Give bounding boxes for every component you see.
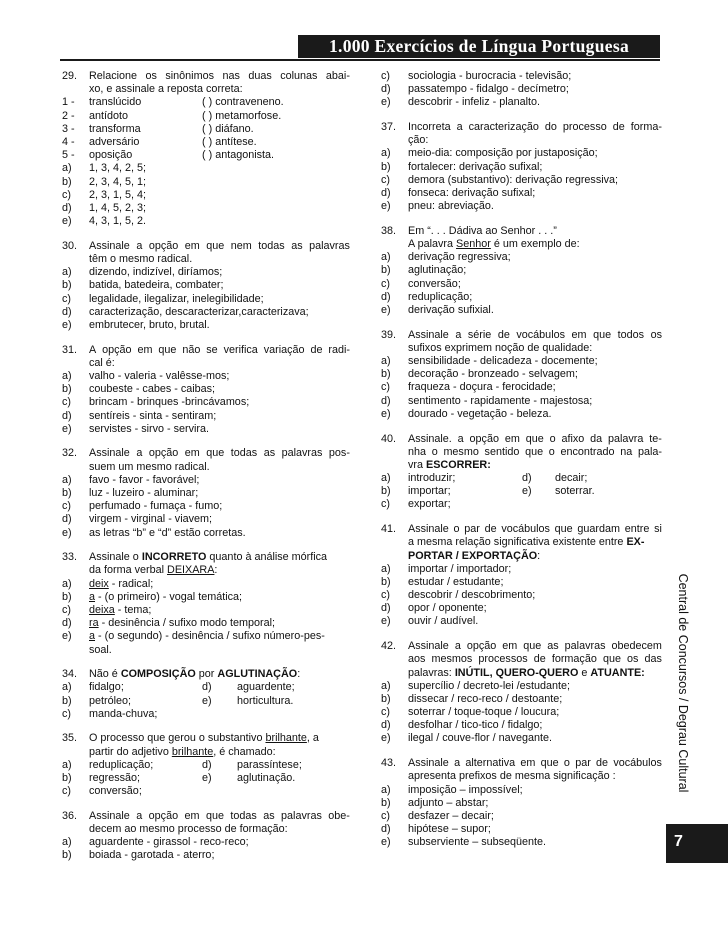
question-prompt: PORTAR / EXPORTAÇÃO: — [408, 549, 541, 562]
question-37 — [381, 121, 662, 213]
option: d) sentíreis - sinta - sentiram; — [62, 409, 217, 422]
question-prompt: ção: — [408, 134, 429, 147]
option: c) perfumado - fumaça - fumo; — [62, 500, 223, 513]
option: d) 1, 4, 5, 2, 3; — [62, 201, 147, 214]
question-prompt: Assinale o INCORRETO quanto à análise mórfica — [89, 551, 328, 564]
pair-row: 5 - oposição ( ) antagonista. — [62, 149, 275, 162]
option-row: a) reduplicação; d) parassíntese; — [62, 758, 302, 771]
question-prompt: Assinale a opção em que as palavras obedecem — [408, 640, 662, 653]
question-31 — [62, 344, 350, 436]
question-number: 32. — [62, 447, 78, 460]
option: d) caracterização, descaracterizar,caracterizava; — [62, 305, 309, 318]
question-number: 38. — [381, 224, 397, 237]
option: c) demora (substantivo): derivação regressiva; — [381, 173, 619, 186]
option: d) ra - desinência / sufixo modo temporal; — [62, 617, 276, 630]
question-prompt: Assinale a opção em que todas as palavras pos- — [89, 447, 350, 460]
option: c) 2, 3, 1, 5, 4; — [62, 188, 147, 201]
option: e) descobrir - infeliz - planalto. — [381, 96, 541, 109]
question-number: 35. — [62, 732, 78, 745]
question-prompt: cal é: — [89, 356, 115, 369]
pair-row: 4 - adversário ( ) antítese. — [62, 135, 257, 148]
option: c) fraqueza - doçura - ferocidade; — [381, 381, 556, 394]
question-prompt: Assinale a opção em que nem todas as palavras — [89, 239, 350, 252]
option: e) ouvir / audível. — [381, 615, 479, 628]
option-row: b) importar; e) soterrar. — [381, 485, 595, 498]
option: b) 2, 3, 4, 5, 1; — [62, 175, 147, 188]
question-prompt: Assinale a opção em que todas as palavras obe- — [89, 809, 350, 822]
question-number: 31. — [62, 343, 78, 356]
option: c) deixa - tema; — [62, 603, 152, 616]
option: a) sensibilidade - delicadeza - docemente; — [381, 355, 598, 368]
question-prompt: Em “. . . Dádiva ao Senhor . . .” — [408, 224, 557, 237]
question-number: 36. — [62, 809, 78, 822]
question-prompt: têm o mesmo radical. — [89, 252, 193, 265]
option: e) embrutecer, bruto, brutal. — [62, 318, 210, 331]
option: b) boiada - garotada - aterro; — [62, 849, 215, 862]
option: c) soterrar / toque-toque / loucura; — [381, 706, 560, 719]
question-33 — [62, 551, 350, 657]
option: a) 1, 3, 4, 2, 5; — [62, 162, 147, 175]
question-prompt: palavras: INÚTIL, QUERO-QUERO e ATUANTE: — [408, 666, 645, 679]
question-prompt: a mesma relação significativa existente entre EX- — [408, 536, 645, 549]
option-row: b) regressão; e) aglutinação. — [62, 772, 296, 784]
option: e) subserviente – subseqüente. — [381, 836, 547, 849]
option: b) a - (o primeiro) - vogal temática; — [62, 590, 243, 603]
right-column — [381, 70, 662, 861]
option: b) estudar / estudante; — [381, 575, 504, 588]
option: b) aglutinação; — [381, 264, 467, 277]
question-30 — [62, 240, 350, 332]
question-prompt: Assinale a série de vocábulos em que todos os — [408, 328, 662, 341]
option: d) passatempo - fidalgo - decímetro; — [381, 83, 569, 96]
page-number: 7 — [674, 833, 683, 850]
question-prompt: Não é COMPOSIÇÃO por AGLUTINAÇÃO: — [89, 668, 301, 681]
question-number: 39. — [381, 328, 397, 341]
option: c) conversão; — [62, 785, 142, 798]
question-prompt: A palavra Senhor é um exemplo de: — [408, 238, 580, 251]
option: b) luz - luzeiro - aluminar; — [62, 486, 199, 499]
sidebar-vertical-text: Central de Concursos / Degrau Cultural — [676, 573, 690, 792]
option-row: a) introduzir; d) decair; — [381, 472, 588, 485]
question-38 — [381, 225, 662, 317]
option: a) aguardente - girassol - reco-reco; — [62, 836, 249, 849]
option: a) importar / importador; — [381, 562, 512, 575]
question-prompt: Relacione os sinônimos nas duas colunas abai- — [89, 70, 350, 82]
option: c) exportar; — [381, 498, 451, 511]
question-41 — [381, 523, 662, 629]
option: d) virgem - virginal - viavem; — [62, 513, 212, 526]
option-row: a) fidalgo; d) aguardente; — [62, 681, 295, 694]
option: e) a - (o segundo) - desinência / sufixo número-pes- — [62, 630, 325, 643]
question-prompt: partir do adjetivo brilhante, é chamado: — [89, 745, 276, 758]
question-number: 33. — [62, 551, 78, 564]
question-32 — [62, 447, 350, 539]
option: a) meio-dia: composição por justaposição; — [381, 147, 598, 160]
option: d) fonseca: derivação sufixal; — [381, 187, 536, 199]
question-prompt: apresenta prefixos de mesma significação : — [408, 770, 616, 783]
option: e) ilegal / couve-flor / navegante. — [381, 732, 553, 745]
question-34 — [62, 668, 350, 721]
option: a) dizendo, indizível, diríamos; — [62, 266, 223, 279]
question-number: 29. — [62, 70, 78, 82]
question-prompt: vra ESCORRER: — [408, 458, 491, 471]
option: c) sociologia - burocracia - televisão; — [381, 70, 572, 82]
question-prompt: xo, e assinale a reposta correta: — [89, 83, 243, 96]
question-prompt: da forma verbal DEIXARA: — [89, 564, 218, 577]
option-row: b) petróleo; e) horticultura. — [62, 694, 294, 707]
option: d) opor / oponente; — [381, 602, 487, 615]
option: b) coubeste - cabes - caibas; — [62, 383, 216, 396]
question-29 — [62, 70, 350, 228]
question-prompt: aos mesmos processos de formação que os das — [408, 653, 662, 666]
question-prompt: nha o mesmo sentido que o encontrado na pala- — [408, 445, 662, 458]
left-column — [62, 70, 350, 874]
option: a) favo - favor - favorável; — [62, 473, 200, 486]
pair-row: 1 - translúcido ( ) contraveneno. — [62, 96, 284, 109]
option: e) derivação sufixial. — [381, 304, 494, 316]
question-number: 34. — [62, 668, 78, 681]
option: d) hipótese – supor; — [381, 823, 491, 836]
option: d) sentimento - rapidamente - majestosa; — [381, 394, 593, 407]
question-number: 30. — [62, 239, 78, 252]
option: a) imposição – impossível; — [381, 783, 523, 796]
option: a) valho - valeria - valêsse-mos; — [62, 369, 230, 382]
question-prompt: O processo que gerou o substantivo brilhante, a — [89, 732, 319, 745]
question-42 — [381, 640, 662, 746]
question-prompt: sufixos exprimem noção de qualidade: — [408, 341, 593, 354]
option: b) fortalecer: derivação sufixal; — [381, 160, 543, 173]
question-number: 40. — [381, 432, 397, 445]
question-number: 37. — [381, 121, 397, 134]
question-prompt: Incorreta a caracterização do processo de forma- — [408, 121, 662, 134]
option: c) conversão; — [381, 277, 461, 290]
question-number: 41. — [381, 523, 397, 536]
question-40 — [381, 433, 662, 512]
question-number: 43. — [381, 757, 397, 770]
option: e) dourado - vegetação - beleza. — [381, 407, 552, 420]
question-prompt: decem ao mesmo processo de formação: — [89, 823, 288, 836]
option: a) supercílio / decreto-lei /estudante; — [381, 679, 571, 692]
option: b) batida, batedeira, combater; — [62, 279, 224, 292]
question-43 — [381, 757, 662, 849]
question-36-continued — [381, 70, 662, 110]
question-prompt: suem um mesmo radical. — [89, 460, 210, 473]
option: c) manda-chuva; — [62, 707, 158, 720]
option: e) servistes - sirvo - servira. — [62, 422, 209, 435]
option: e) as letras “b” e “d” estão corretas. — [62, 526, 246, 539]
option: c) brincam - brinques -brincávamos; — [62, 396, 250, 409]
option: d) reduplicação; — [381, 290, 473, 303]
option: c) legalidade, ilegalizar, inelegibilidade; — [62, 292, 264, 305]
question-prompt: Assinale a alternativa em que o par de vocábulos — [408, 757, 662, 770]
header-rule — [60, 59, 660, 61]
question-prompt: A opção em que não se verifica variação de radi- — [89, 343, 350, 356]
option: a) deix - radical; — [62, 577, 154, 590]
option: e) 4, 3, 1, 5, 2. — [62, 215, 147, 228]
question-prompt: Assinale o par de vocábulos que guardam entre si — [408, 523, 662, 536]
option: c) desfazer – decair; — [381, 809, 494, 822]
question-39 — [381, 329, 662, 421]
option: b) decoração - bronzeado - selvagem; — [381, 368, 578, 381]
question-prompt: Assinale. a opção em que o afixo da palavra te- — [408, 432, 662, 445]
option: a) derivação regressiva; — [381, 251, 511, 264]
question-36 — [62, 810, 350, 863]
question-number: 42. — [381, 640, 397, 653]
option-continuation: soal. — [89, 643, 112, 656]
option: e) pneu: abreviação. — [381, 200, 494, 213]
page-header-title: 1.000 Exercícios de Língua Portuguesa — [298, 35, 660, 58]
option: b) dissecar / reco-reco / destoante; — [381, 692, 563, 705]
option: d) desfolhar / tico-tico / fidalgo; — [381, 719, 543, 732]
pair-row: 3 - transforma ( ) diáfano. — [62, 122, 254, 135]
question-35 — [62, 732, 350, 798]
page-number-box — [666, 824, 728, 863]
option: c) descobrir / descobrimento; — [381, 589, 536, 602]
option: b) adjunto – abstar; — [381, 796, 489, 809]
pair-row: 2 - antídoto ( ) metamorfose. — [62, 109, 282, 122]
